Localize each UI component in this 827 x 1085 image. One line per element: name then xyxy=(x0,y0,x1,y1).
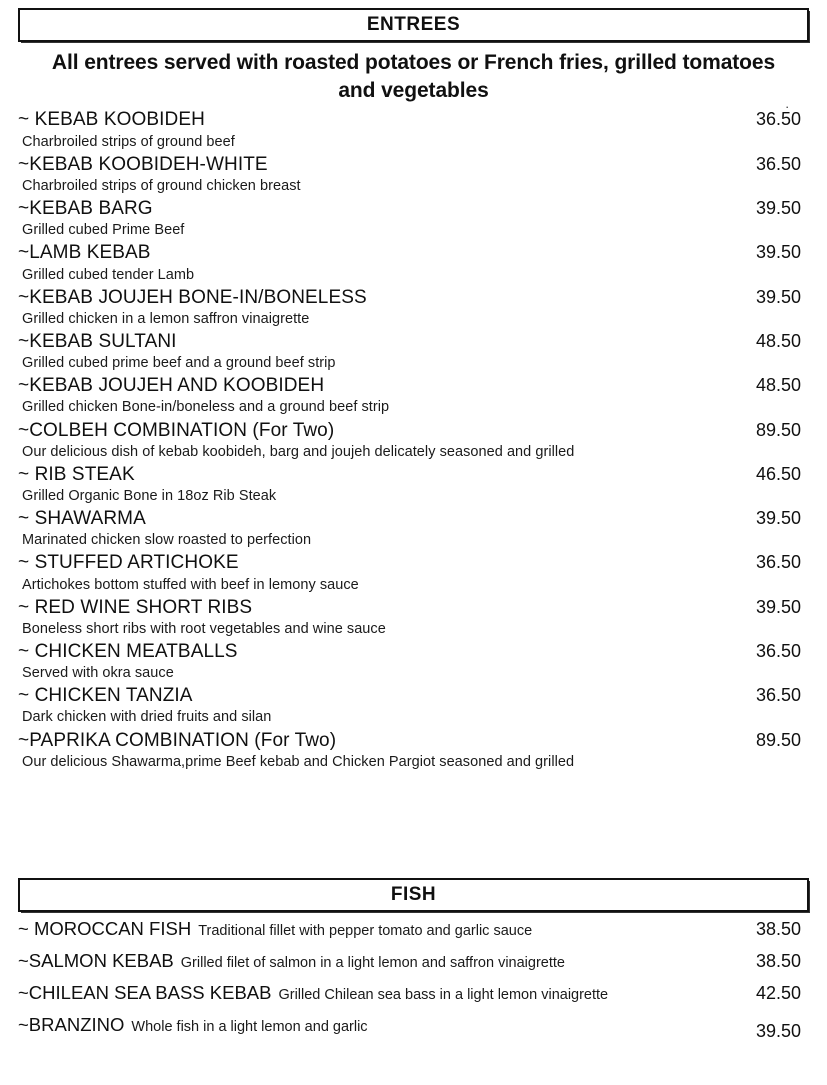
item-price: 39.50 xyxy=(755,242,801,263)
menu-page xyxy=(0,8,827,1085)
fish-section xyxy=(18,870,809,1046)
item-name: ~ RIB STEAK xyxy=(18,463,135,485)
item-price: 39.50 xyxy=(755,596,801,617)
item-price: 46.50 xyxy=(755,463,801,484)
item-price: 39.50 xyxy=(755,198,801,219)
item-name: ~PAPRIKA COMBINATION (For Two) xyxy=(18,729,337,751)
item-price: 36.50 xyxy=(755,109,801,130)
item-price: 42.50 xyxy=(755,983,801,1003)
item-price: 39.50 xyxy=(755,1021,801,1041)
item-price: 36.50 xyxy=(755,685,801,706)
menu-item xyxy=(18,551,809,593)
item-description: Grilled chicken in a lemon saffron vinaigrette xyxy=(22,310,310,327)
item-name: ~CHILEAN SEA BASS KEBAB xyxy=(18,982,272,1003)
menu-item xyxy=(18,640,809,682)
menu-item xyxy=(18,596,809,638)
item-name: ~KEBAB JOUJEH BONE-IN/BONELESS xyxy=(18,286,367,308)
menu-item xyxy=(18,729,809,771)
item-price: 48.50 xyxy=(755,330,801,351)
item-name: ~LAMB KEBAB xyxy=(18,242,151,264)
item-price: 38.50 xyxy=(755,919,801,939)
fish-section-title: FISH xyxy=(390,884,437,905)
item-description: Grilled chicken Bone-in/boneless and a ground beef strip xyxy=(22,399,390,416)
entrees-section-title: ENTREES xyxy=(366,14,461,35)
item-name: ~COLBEH COMBINATION (For Two) xyxy=(18,419,335,441)
menu-item xyxy=(18,419,809,461)
item-description: Artichokes bottom stuffed with beef in lemony sauce xyxy=(22,576,359,593)
item-description: Marinated chicken slow roasted to perfection xyxy=(22,532,312,549)
item-name: ~KEBAB JOUJEH AND KOOBIDEH xyxy=(18,375,325,397)
item-name: ~KEBAB SULTANI xyxy=(18,330,177,352)
item-description: Charbroiled strips of ground beef xyxy=(22,133,235,150)
item-price: 39.50 xyxy=(755,286,801,307)
item-description: Charbroiled strips of ground chicken breast xyxy=(22,177,301,194)
item-name: ~ SHAWARMA xyxy=(18,508,146,530)
item-description: Served with okra sauce xyxy=(22,665,174,682)
item-name: ~KEBAB KOOBIDEH-WHITE xyxy=(18,153,268,175)
item-description: Grilled cubed prime beef and a ground beef strip xyxy=(22,355,336,372)
menu-item xyxy=(18,330,809,372)
item-price: 48.50 xyxy=(755,375,801,396)
item-description: Our delicious Shawarma,prime Beef kebab and Chicken Pargiot seasoned and grilled xyxy=(22,753,575,770)
fish-item-list xyxy=(18,918,809,1041)
item-name: ~ MOROCCAN FISH xyxy=(18,918,192,939)
item-price: 89.50 xyxy=(755,729,801,750)
item-description: Grilled filet of salmon in a light lemon and saffron vinaigrette xyxy=(180,955,565,971)
menu-item xyxy=(18,197,809,239)
stray-dot-mark: . xyxy=(785,96,789,111)
item-name: ~ CHICKEN MEATBALLS xyxy=(18,641,238,662)
item-description: Traditional fillet with pepper tomato and garlic sauce xyxy=(198,923,533,939)
item-name: ~KEBAB BARG xyxy=(18,198,153,220)
item-description: Grilled cubed Prime Beef xyxy=(22,222,185,239)
item-price: 36.50 xyxy=(755,552,801,573)
menu-item xyxy=(18,684,809,726)
item-price: 36.50 xyxy=(755,153,801,174)
entrees-section-banner xyxy=(18,8,809,42)
entrees-item-list xyxy=(18,108,809,770)
menu-item xyxy=(18,507,809,549)
fish-item xyxy=(18,982,809,1004)
item-price: 36.50 xyxy=(755,641,801,661)
fish-item xyxy=(18,1014,809,1041)
item-price: 38.50 xyxy=(755,951,801,971)
fish-item xyxy=(18,918,809,940)
item-description: Boneless short ribs with root vegetables and wine sauce xyxy=(22,620,386,637)
item-name: ~ CHICKEN TANZIA xyxy=(18,685,193,707)
menu-item xyxy=(18,374,809,416)
item-description: Grilled Organic Bone in 18oz Rib Steak xyxy=(22,487,277,504)
item-description: Our delicious dish of kebab koobideh, barg and joujeh delicately seasoned and grilled xyxy=(22,443,575,460)
item-name: ~ STUFFED ARTICHOKE xyxy=(18,552,239,574)
entrees-intro-text: All entrees served with roasted potatoes or French fries, grilled tomatoes and vegetables xyxy=(51,51,776,102)
fish-item xyxy=(18,950,809,972)
item-name: ~BRANZINO xyxy=(18,1014,125,1035)
menu-item xyxy=(18,241,809,283)
item-description: Grilled cubed tender Lamb xyxy=(22,266,195,283)
fish-section-banner xyxy=(18,878,809,912)
item-description: Whole fish in a light lemon and garlic xyxy=(131,1019,368,1035)
menu-item xyxy=(18,463,809,505)
item-name: ~ RED WINE SHORT RIBS xyxy=(18,596,253,618)
item-name: ~ KEBAB KOOBIDEH xyxy=(18,109,205,131)
item-price: 39.50 xyxy=(755,508,801,529)
item-description: Grilled Chilean sea bass in a light lemon vinaigrette xyxy=(278,987,609,1003)
menu-item xyxy=(18,286,809,328)
item-price: 89.50 xyxy=(755,419,801,440)
menu-item xyxy=(18,153,809,195)
item-name: ~SALMON KEBAB xyxy=(18,950,174,971)
item-description: Dark chicken with dried fruits and silan xyxy=(22,709,272,726)
menu-item xyxy=(18,108,809,150)
